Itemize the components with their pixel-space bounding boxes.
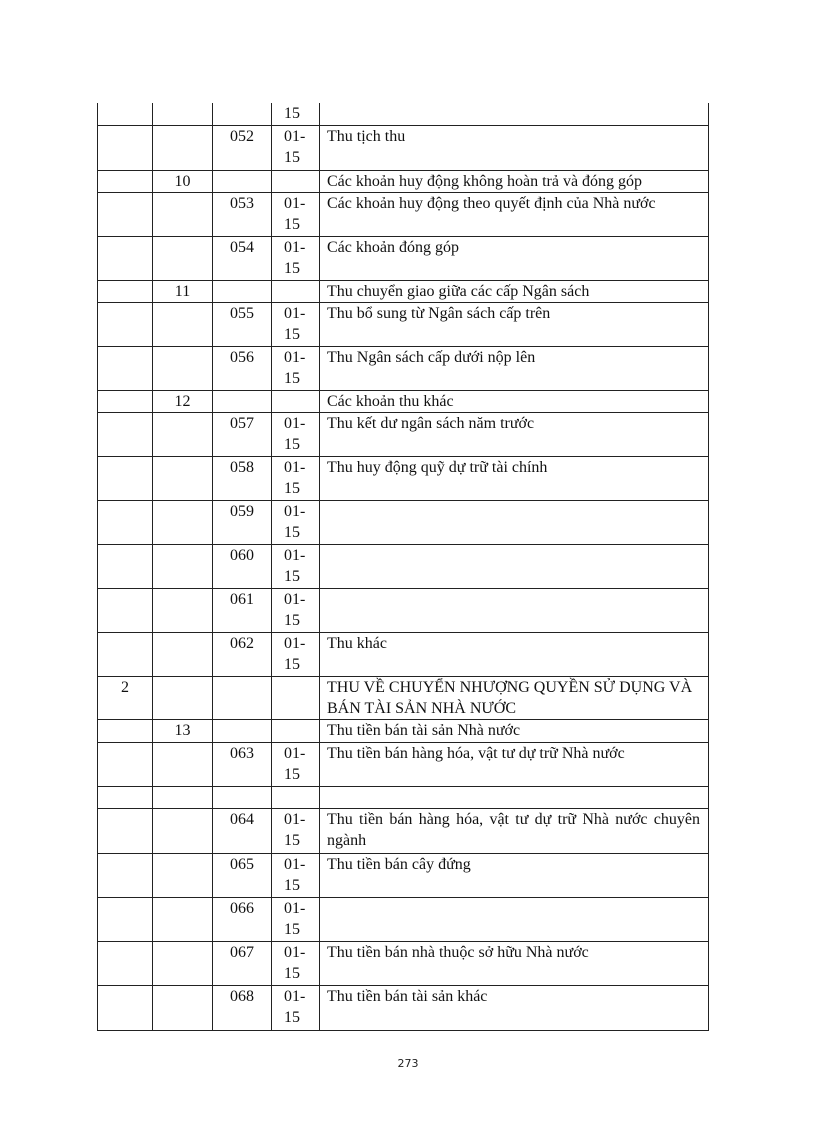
code-cell: 066 (213, 898, 272, 942)
range-cell (272, 677, 320, 720)
description-cell (320, 898, 709, 942)
table-row (98, 347, 709, 391)
section-cell (98, 787, 153, 809)
section-cell (98, 237, 153, 281)
table-row (98, 193, 709, 237)
description-cell: Thu tiền bán tài sản khác (320, 986, 709, 1031)
code-cell: 068 (213, 986, 272, 1031)
range-cell: 01- 15 (272, 303, 320, 347)
table-row (98, 809, 709, 854)
range-cell: 01- 15 (272, 942, 320, 986)
table-row (98, 986, 709, 1031)
section-cell (98, 898, 153, 942)
budget-code-table (97, 103, 709, 1031)
table-row (98, 281, 709, 303)
section-cell (98, 589, 153, 633)
group-cell (153, 303, 213, 347)
description-cell: Thu kết dư ngân sách năm trước (320, 413, 709, 457)
description-cell: Các khoản huy động không hoàn trả và đóng góp (320, 171, 709, 193)
range-cell: 01- 15 (272, 743, 320, 787)
section-cell (98, 545, 153, 589)
table-body (98, 103, 709, 1031)
description-cell: Thu tiền bán nhà thuộc sở hữu Nhà nước (320, 942, 709, 986)
section-cell (98, 854, 153, 898)
table-row (98, 501, 709, 545)
description-cell: THU VỀ CHUYỂN NHƯỢNG QUYỀN SỬ DỤNG VÀ BÁN TÀI SẢN NHÀ NƯỚC (320, 677, 709, 720)
code-cell (213, 171, 272, 193)
table-row (98, 303, 709, 347)
group-cell: 13 (153, 720, 213, 743)
description-cell: Các khoản huy động theo quyết định của Nhà nước (320, 193, 709, 237)
description-cell: Thu huy động quỹ dự trữ tài chính (320, 457, 709, 501)
group-cell (153, 942, 213, 986)
range-cell: 01- 15 (272, 589, 320, 633)
range-cell: 01- 15 (272, 413, 320, 457)
table-row (98, 743, 709, 787)
code-cell (213, 391, 272, 413)
group-cell (153, 501, 213, 545)
table-row (98, 898, 709, 942)
table-row (98, 633, 709, 677)
table-row (98, 787, 709, 809)
section-cell (98, 743, 153, 787)
table-row (98, 237, 709, 281)
code-cell: 063 (213, 743, 272, 787)
range-cell: 15 (272, 103, 320, 126)
group-cell (153, 545, 213, 589)
code-cell: 056 (213, 347, 272, 391)
code-cell: 060 (213, 545, 272, 589)
description-cell (320, 787, 709, 809)
description-cell: Các khoản đóng góp (320, 237, 709, 281)
code-cell: 059 (213, 501, 272, 545)
table-row (98, 942, 709, 986)
description-cell: Thu khác (320, 633, 709, 677)
description-cell: Thu tiền bán hàng hóa, vật tư dự trữ Nhà nước (320, 743, 709, 787)
range-cell: 01- 15 (272, 986, 320, 1031)
section-cell (98, 986, 153, 1031)
code-cell: 055 (213, 303, 272, 347)
range-cell (272, 391, 320, 413)
group-cell (153, 898, 213, 942)
description-cell: Thu Ngân sách cấp dưới nộp lên (320, 347, 709, 391)
section-cell (98, 457, 153, 501)
code-cell: 061 (213, 589, 272, 633)
group-cell: 12 (153, 391, 213, 413)
range-cell: 01- 15 (272, 854, 320, 898)
code-cell: 064 (213, 809, 272, 854)
group-cell (153, 413, 213, 457)
description-cell: Thu chuyển giao giữa các cấp Ngân sách (320, 281, 709, 303)
range-cell: 01- 15 (272, 633, 320, 677)
code-cell: 062 (213, 633, 272, 677)
group-cell (153, 589, 213, 633)
section-cell (98, 413, 153, 457)
section-cell (98, 303, 153, 347)
section-cell (98, 809, 153, 854)
section-cell (98, 126, 153, 171)
description-cell (320, 501, 709, 545)
section-cell (98, 347, 153, 391)
code-cell: 054 (213, 237, 272, 281)
group-cell (153, 809, 213, 854)
description-cell (320, 589, 709, 633)
code-cell: 053 (213, 193, 272, 237)
range-cell: 01- 15 (272, 347, 320, 391)
section-cell (98, 281, 153, 303)
group-cell (153, 193, 213, 237)
section-cell (98, 633, 153, 677)
section-cell (98, 171, 153, 193)
group-cell (153, 986, 213, 1031)
range-cell: 01- 15 (272, 545, 320, 589)
range-cell: 01- 15 (272, 898, 320, 942)
range-cell: 01- 15 (272, 193, 320, 237)
table-row (98, 545, 709, 589)
group-cell: 10 (153, 171, 213, 193)
table-row (98, 677, 709, 720)
range-cell: 01- 15 (272, 809, 320, 854)
description-cell: Thu tiền bán hàng hóa, vật tư dự trữ Nhà nước chuyên ngành (320, 809, 709, 854)
range-cell: 01- 15 (272, 126, 320, 171)
description-cell: Thu bổ sung từ Ngân sách cấp trên (320, 303, 709, 347)
code-cell (213, 281, 272, 303)
table-row (98, 854, 709, 898)
code-cell (213, 677, 272, 720)
section-cell (98, 942, 153, 986)
section-cell: 2 (98, 677, 153, 720)
description-cell (320, 545, 709, 589)
page-number: 273 (397, 1057, 419, 1070)
range-cell: 01- 15 (272, 457, 320, 501)
range-cell (272, 720, 320, 743)
code-cell: 057 (213, 413, 272, 457)
code-cell (213, 103, 272, 126)
section-cell (98, 391, 153, 413)
section-cell (98, 720, 153, 743)
description-cell (320, 103, 709, 126)
group-cell (153, 787, 213, 809)
table-row (98, 589, 709, 633)
code-cell: 065 (213, 854, 272, 898)
group-cell (153, 457, 213, 501)
group-cell (153, 633, 213, 677)
range-cell (272, 171, 320, 193)
code-cell: 058 (213, 457, 272, 501)
section-cell (98, 501, 153, 545)
code-cell (213, 720, 272, 743)
description-cell: Các khoản thu khác (320, 391, 709, 413)
table-row (98, 126, 709, 171)
group-cell (153, 347, 213, 391)
description-cell: Thu tiền bán tài sản Nhà nước (320, 720, 709, 743)
group-cell (153, 854, 213, 898)
section-cell (98, 193, 153, 237)
description-cell: Thu tịch thu (320, 126, 709, 171)
table-row (98, 171, 709, 193)
table-row (98, 391, 709, 413)
table-row (98, 413, 709, 457)
range-cell: 01- 15 (272, 501, 320, 545)
description-cell: Thu tiền bán cây đứng (320, 854, 709, 898)
code-cell (213, 787, 272, 809)
range-cell: 01- 15 (272, 237, 320, 281)
section-cell (98, 103, 153, 126)
range-cell (272, 281, 320, 303)
code-cell: 067 (213, 942, 272, 986)
group-cell (153, 103, 213, 126)
code-cell: 052 (213, 126, 272, 171)
group-cell (153, 677, 213, 720)
table-row (98, 457, 709, 501)
table-row (98, 103, 709, 126)
group-cell (153, 743, 213, 787)
table-row (98, 720, 709, 743)
group-cell (153, 237, 213, 281)
group-cell: 11 (153, 281, 213, 303)
range-cell (272, 787, 320, 809)
group-cell (153, 126, 213, 171)
